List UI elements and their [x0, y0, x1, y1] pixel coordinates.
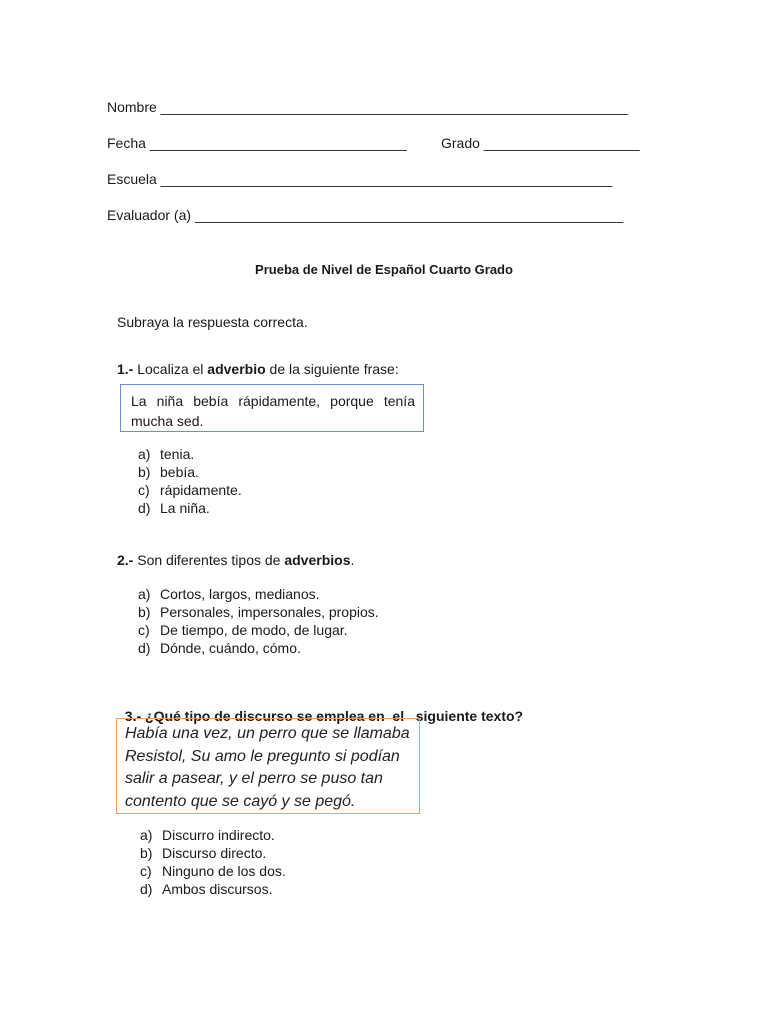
option-item[interactable] — [140, 826, 286, 844]
option-text: Dónde, cuándo, cómo. — [160, 640, 301, 656]
option-text: Ninguno de los dos. — [162, 863, 286, 879]
option-text: Personales, impersonales, propios. — [160, 604, 379, 620]
question-1 — [117, 361, 399, 377]
option-item[interactable] — [140, 880, 286, 898]
option-text: tenia. — [160, 446, 195, 462]
option-item[interactable] — [140, 862, 286, 880]
option-letter: d) — [140, 881, 153, 897]
option-letter: b) — [138, 464, 151, 480]
option-letter: c) — [138, 482, 150, 498]
question-2-prefix: Son diferentes tipos de — [133, 552, 285, 568]
escuela-field: Escuela __________________________________________________________ — [107, 171, 613, 187]
question-2-suffix: . — [350, 552, 355, 568]
question-2-options — [138, 585, 379, 657]
question-2-number: 2.- — [117, 552, 134, 568]
grado-field: Grado ____________________ — [441, 135, 640, 151]
option-text: Discurro indirecto. — [162, 827, 275, 843]
option-item[interactable] — [138, 639, 379, 657]
question-1-text-box: La niña bebía rápidamente, porque tenía mucha sed. — [120, 384, 424, 432]
option-letter: b) — [140, 845, 153, 861]
question-2-keyword: adverbios — [284, 552, 351, 568]
option-item[interactable] — [138, 463, 242, 481]
option-item[interactable] — [138, 585, 379, 603]
fecha-field: Fecha _________________________________ — [107, 135, 407, 151]
option-item[interactable] — [138, 499, 242, 517]
question-1-suffix: de la siguiente frase: — [265, 361, 399, 377]
question-1-prefix: Localiza el — [133, 361, 208, 377]
question-3-text-box: Había una vez, un perro que se llamaba Resistol, Su amo le pregunto si podían salir a pasear, y el perro se puso tan contento que se cayó y se pegó. — [116, 718, 420, 814]
option-letter: c) — [138, 622, 150, 638]
question-1-number: 1.- — [117, 361, 134, 377]
option-letter: a) — [138, 446, 151, 462]
page-title: Prueba de Nivel de Español Cuarto Grado — [255, 262, 513, 277]
option-text: rápidamente. — [160, 482, 242, 498]
option-text: Cortos, largos, medianos. — [160, 586, 320, 602]
option-item[interactable] — [138, 621, 379, 639]
option-letter: b) — [138, 604, 151, 620]
question-3-text: ¿Qué tipo de discurso se emplea en el siguiente texto? — [141, 708, 524, 724]
option-text: La niña. — [160, 500, 210, 516]
option-item[interactable] — [138, 603, 379, 621]
question-3-options — [140, 826, 286, 898]
option-letter: a) — [138, 586, 151, 602]
option-text: De tiempo, de modo, de lugar. — [160, 622, 348, 638]
option-letter: a) — [140, 827, 153, 843]
option-text: Ambos discursos. — [162, 881, 273, 897]
question-2 — [117, 552, 354, 568]
question-1-keyword: adverbio — [207, 361, 266, 377]
option-item[interactable] — [140, 844, 286, 862]
option-text: bebía. — [160, 464, 199, 480]
option-text: Discurso directo. — [162, 845, 267, 861]
option-item[interactable] — [138, 445, 242, 463]
question-3-number: 3.- — [124, 708, 142, 724]
nombre-field: Nombre ____________________________________________________________ — [107, 99, 628, 115]
instruction: Subraya la respuesta correcta. — [117, 314, 308, 330]
option-item[interactable] — [138, 481, 242, 499]
question-1-options — [138, 445, 242, 517]
option-letter: d) — [138, 500, 151, 516]
option-letter: c) — [140, 863, 152, 879]
option-letter: d) — [138, 640, 151, 656]
evaluador-field: Evaluador (a) _______________________________________________________ — [107, 207, 624, 223]
